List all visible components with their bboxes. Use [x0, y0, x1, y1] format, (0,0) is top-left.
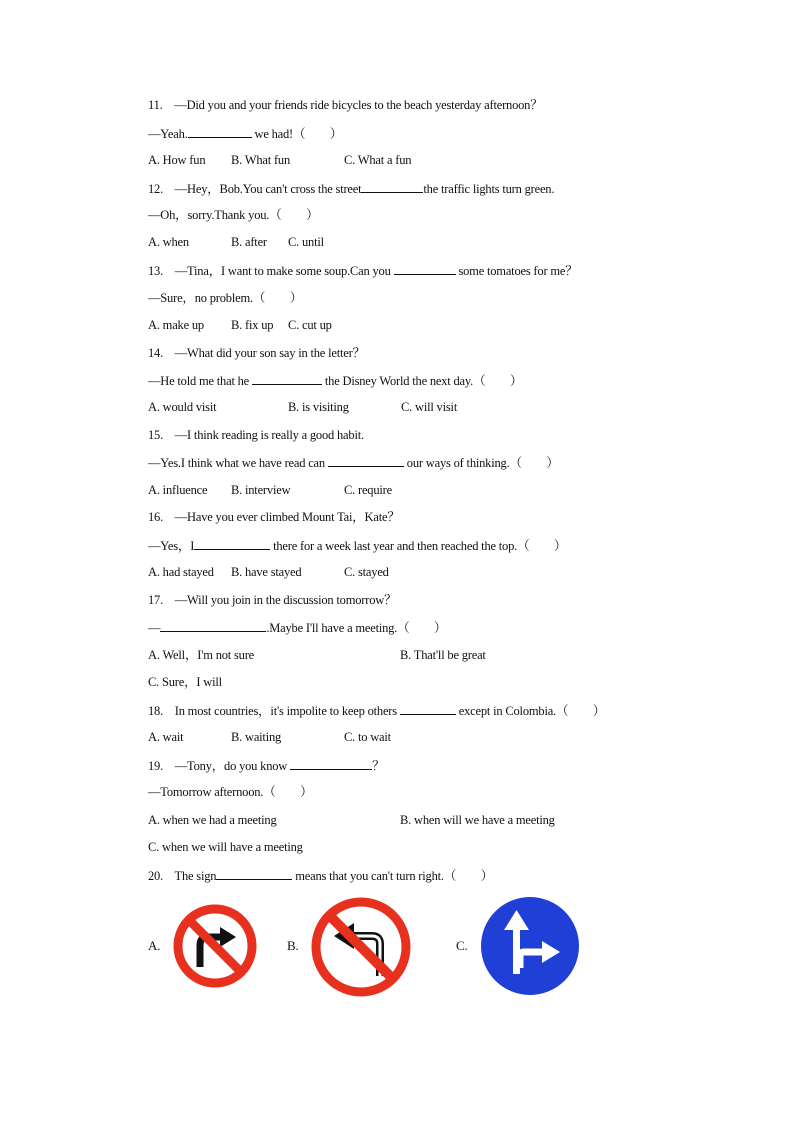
answer-text: —He told me that he — [148, 374, 252, 388]
option-b[interactable]: B. That'll be great — [400, 648, 486, 662]
question-number: 18. — [148, 704, 164, 718]
question-text: —Have you ever climbed Mount Tai，Kate？ — [174, 510, 400, 524]
question-17 — [148, 592, 396, 608]
blank[interactable] — [216, 867, 292, 880]
question-text: means that you can't turn right.（ ） — [292, 869, 494, 883]
option-b[interactable]: B. is visiting — [288, 400, 349, 414]
question-16 — [148, 509, 400, 525]
answer-text: —Yeah. — [148, 127, 188, 141]
question-number: 15. — [148, 428, 164, 442]
option-a[interactable]: A. when — [148, 235, 189, 249]
option-c[interactable]: C. will visit — [401, 400, 458, 414]
blank[interactable] — [160, 619, 266, 632]
question-number: 17. — [148, 593, 164, 607]
option-c[interactable]: C. to wait — [344, 730, 391, 744]
option-b[interactable]: B. What fun — [231, 153, 291, 167]
option-a[interactable]: A. How fun — [148, 153, 206, 167]
question-20 — [148, 867, 493, 884]
blank[interactable] — [290, 757, 372, 770]
answer-line-14 — [148, 372, 522, 389]
option-c[interactable]: C. What a fun — [344, 153, 412, 167]
option-c[interactable]: C. — [456, 938, 468, 953]
option-a[interactable]: A. had stayed — [148, 565, 214, 579]
option-c[interactable]: C. stayed — [344, 565, 389, 579]
blank[interactable] — [194, 537, 270, 550]
blank[interactable] — [394, 262, 456, 275]
option-b[interactable]: B. when will we have a meeting — [400, 813, 555, 827]
answer-line-13: —Sure，no problem.（ ） — [148, 291, 303, 305]
option-a[interactable]: A. — [148, 938, 161, 953]
question-number: 12. — [148, 182, 164, 196]
answer-line-17 — [148, 619, 446, 636]
blank[interactable] — [252, 372, 322, 385]
question-number: 13. — [148, 264, 164, 278]
answer-text: —Yes，I — [148, 539, 195, 553]
question-13 — [148, 262, 578, 279]
question-18 — [148, 702, 605, 719]
answer-text: — — [148, 621, 161, 635]
option-a[interactable]: A. wait — [148, 730, 184, 744]
question-number: 11. — [148, 98, 163, 112]
question-text: —I think reading is really a good habit. — [174, 428, 364, 442]
answer-line-16 — [148, 537, 566, 554]
option-b[interactable]: B. waiting — [231, 730, 282, 744]
question-text: except in Colombia.（ ） — [455, 704, 606, 718]
blank[interactable] — [188, 125, 252, 138]
question-text: some tomatoes for me？ — [455, 264, 578, 278]
option-b[interactable]: B. after — [231, 235, 267, 249]
question-text: —Did you and your friends ride bicycles to the beach yesterday afternoon？ — [174, 98, 543, 112]
answer-text: we had!（ ） — [251, 127, 343, 141]
question-text: In most countries，it's impolite to keep others — [174, 704, 400, 718]
option-c[interactable]: C. when we will have a meeting — [148, 840, 303, 854]
answer-line-19: —Tomorrow afternoon.（ ） — [148, 785, 313, 799]
question-number: 19. — [148, 759, 164, 773]
option-c[interactable]: C. require — [344, 483, 392, 497]
answer-text: the Disney World the next day.（ ） — [321, 374, 523, 388]
answer-line-12: —Oh，sorry.Thank you.（ ） — [148, 208, 319, 222]
question-12 — [148, 180, 554, 197]
answer-text: .Maybe I'll have a meeting.（ ） — [266, 621, 447, 635]
option-c[interactable]: C. until — [288, 235, 324, 249]
question-text: —Will you join in the discussion tomorrow？ — [174, 593, 397, 607]
option-b[interactable]: B. interview — [231, 483, 291, 497]
answer-line-15 — [148, 454, 559, 471]
question-11 — [148, 97, 543, 113]
answer-line-11 — [148, 125, 342, 142]
option-a[interactable]: A. would visit — [148, 400, 217, 414]
question-text: ？ — [372, 759, 385, 773]
question-number: 14. — [148, 346, 164, 360]
option-a[interactable]: A. when we had a meeting — [148, 813, 277, 827]
option-b[interactable]: B. fix up — [231, 318, 274, 332]
answer-text: there for a week last year and then reached the top.（ ） — [270, 539, 567, 553]
question-text: The sign — [174, 869, 217, 883]
question-text: —Hey，Bob.You can't cross the street — [174, 182, 362, 196]
question-19 — [148, 757, 384, 774]
question-text: —What did your son say in the letter？ — [174, 346, 365, 360]
option-a[interactable]: A. influence — [148, 483, 208, 497]
option-c[interactable]: C. Sure，I will — [148, 675, 222, 689]
option-b[interactable]: B. — [287, 938, 299, 953]
answer-text: our ways of thinking.（ ） — [403, 456, 559, 470]
question-14 — [148, 345, 365, 361]
option-c[interactable]: C. cut up — [288, 318, 332, 332]
no-right-turn-icon[interactable] — [172, 903, 258, 989]
option-a[interactable]: A. make up — [148, 318, 204, 332]
straight-or-right-icon[interactable] — [480, 896, 580, 996]
question-text: the traffic lights turn green. — [423, 182, 555, 196]
question-number: 16. — [148, 510, 164, 524]
blank[interactable] — [361, 180, 423, 193]
question-15 — [148, 427, 364, 443]
option-a[interactable]: A. Well，I'm not sure — [148, 648, 255, 662]
question-text: —Tina，I want to make some soup.Can you — [174, 264, 394, 278]
question-text: —Tony，do you know — [174, 759, 291, 773]
option-b[interactable]: B. have stayed — [231, 565, 302, 579]
no-left-turn-icon[interactable] — [310, 896, 412, 998]
question-number: 20. — [148, 869, 164, 883]
blank[interactable] — [328, 454, 404, 467]
blank[interactable] — [400, 702, 456, 715]
answer-text: —Yes.I think what we have read can — [148, 456, 328, 470]
